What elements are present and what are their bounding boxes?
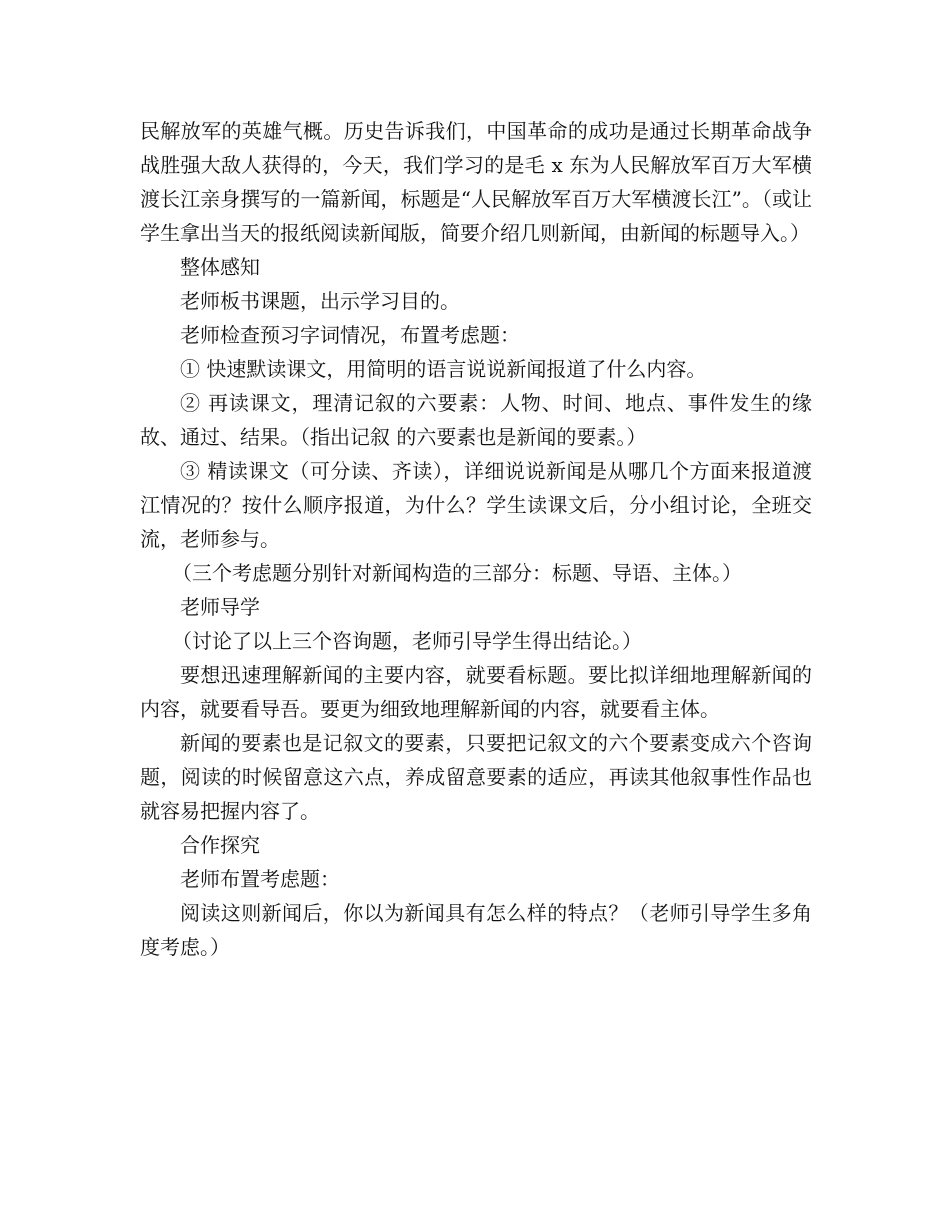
- paragraph-board-title: 老师板书课题，出示学习目的。: [180, 289, 460, 313]
- paragraph-intro-continuation: 民解放军的英雄气概。历史告诉我们，中国革命的成功是通过长期革命战争战胜强大敌人获得的，今天，我们学习的是毛 x 东为人民解放军百万大军横渡长江亲身撰写的一篇新闻，标题是“人民解放军百万大军横渡长江”。（或让学生拿出当天的报纸阅读新闻版，简要介绍几则新闻，由新闻的标题导入。）: [140, 119, 812, 245]
- paragraph-assign-question: 老师布置考虑题：: [180, 867, 340, 891]
- paragraph-question-note: （三个考虑题分别针对新闻构造的三部分：标题、导语、主体。）: [172, 561, 742, 585]
- section-heading-overall-perception: 整体感知: [180, 255, 260, 279]
- document-page: [140, 114, 812, 964]
- paragraph-discussion-note: （讨论了以上三个咨询题，老师引导学生得出结论。）: [172, 629, 642, 653]
- paragraph-conclusion-2: 新闻的要素也是记叙文的要素，只要把记叙文的六个要素变成六个咨询题，阅读的时候留意这六点，养成留意要素的适应，再读其他叙事性作品也就容易把握内容了。: [140, 731, 812, 823]
- question-item-3: ③ 精读课文（可分读、齐读），详细说说新闻是从哪几个方面来报道渡江情况的？按什么顺序报道，为什么？学生读课文后，分小组讨论，全班交流，老师参与。: [140, 459, 812, 551]
- question-item-2: ② 再读课文，理清记叙的六要素：人物、时间、地点、事件发生的缘故、通过、结果。（指出记叙 的六要素也是新闻的要素。）: [140, 391, 812, 449]
- paragraph-final-question: 阅读这则新闻后，你以为新闻具有怎么样的特点？（老师引导学生多角度考虑。）: [140, 901, 812, 959]
- question-item-1: ① 快速默读课文，用简明的语言说说新闻报道了什么内容。: [180, 357, 707, 381]
- section-heading-teacher-guide: 老师导学: [180, 595, 260, 619]
- section-heading-cooperative-inquiry: 合作探究: [180, 833, 260, 857]
- paragraph-check-preview: 老师检查预习字词情况，布置考虑题：: [180, 323, 520, 347]
- paragraph-conclusion-1: 要想迅速理解新闻的主要内容，就要看标题。要比拟详细地理解新闻的内容，就要看导吾。要更为细致地理解新闻的内容，就要看主体。: [140, 663, 812, 721]
